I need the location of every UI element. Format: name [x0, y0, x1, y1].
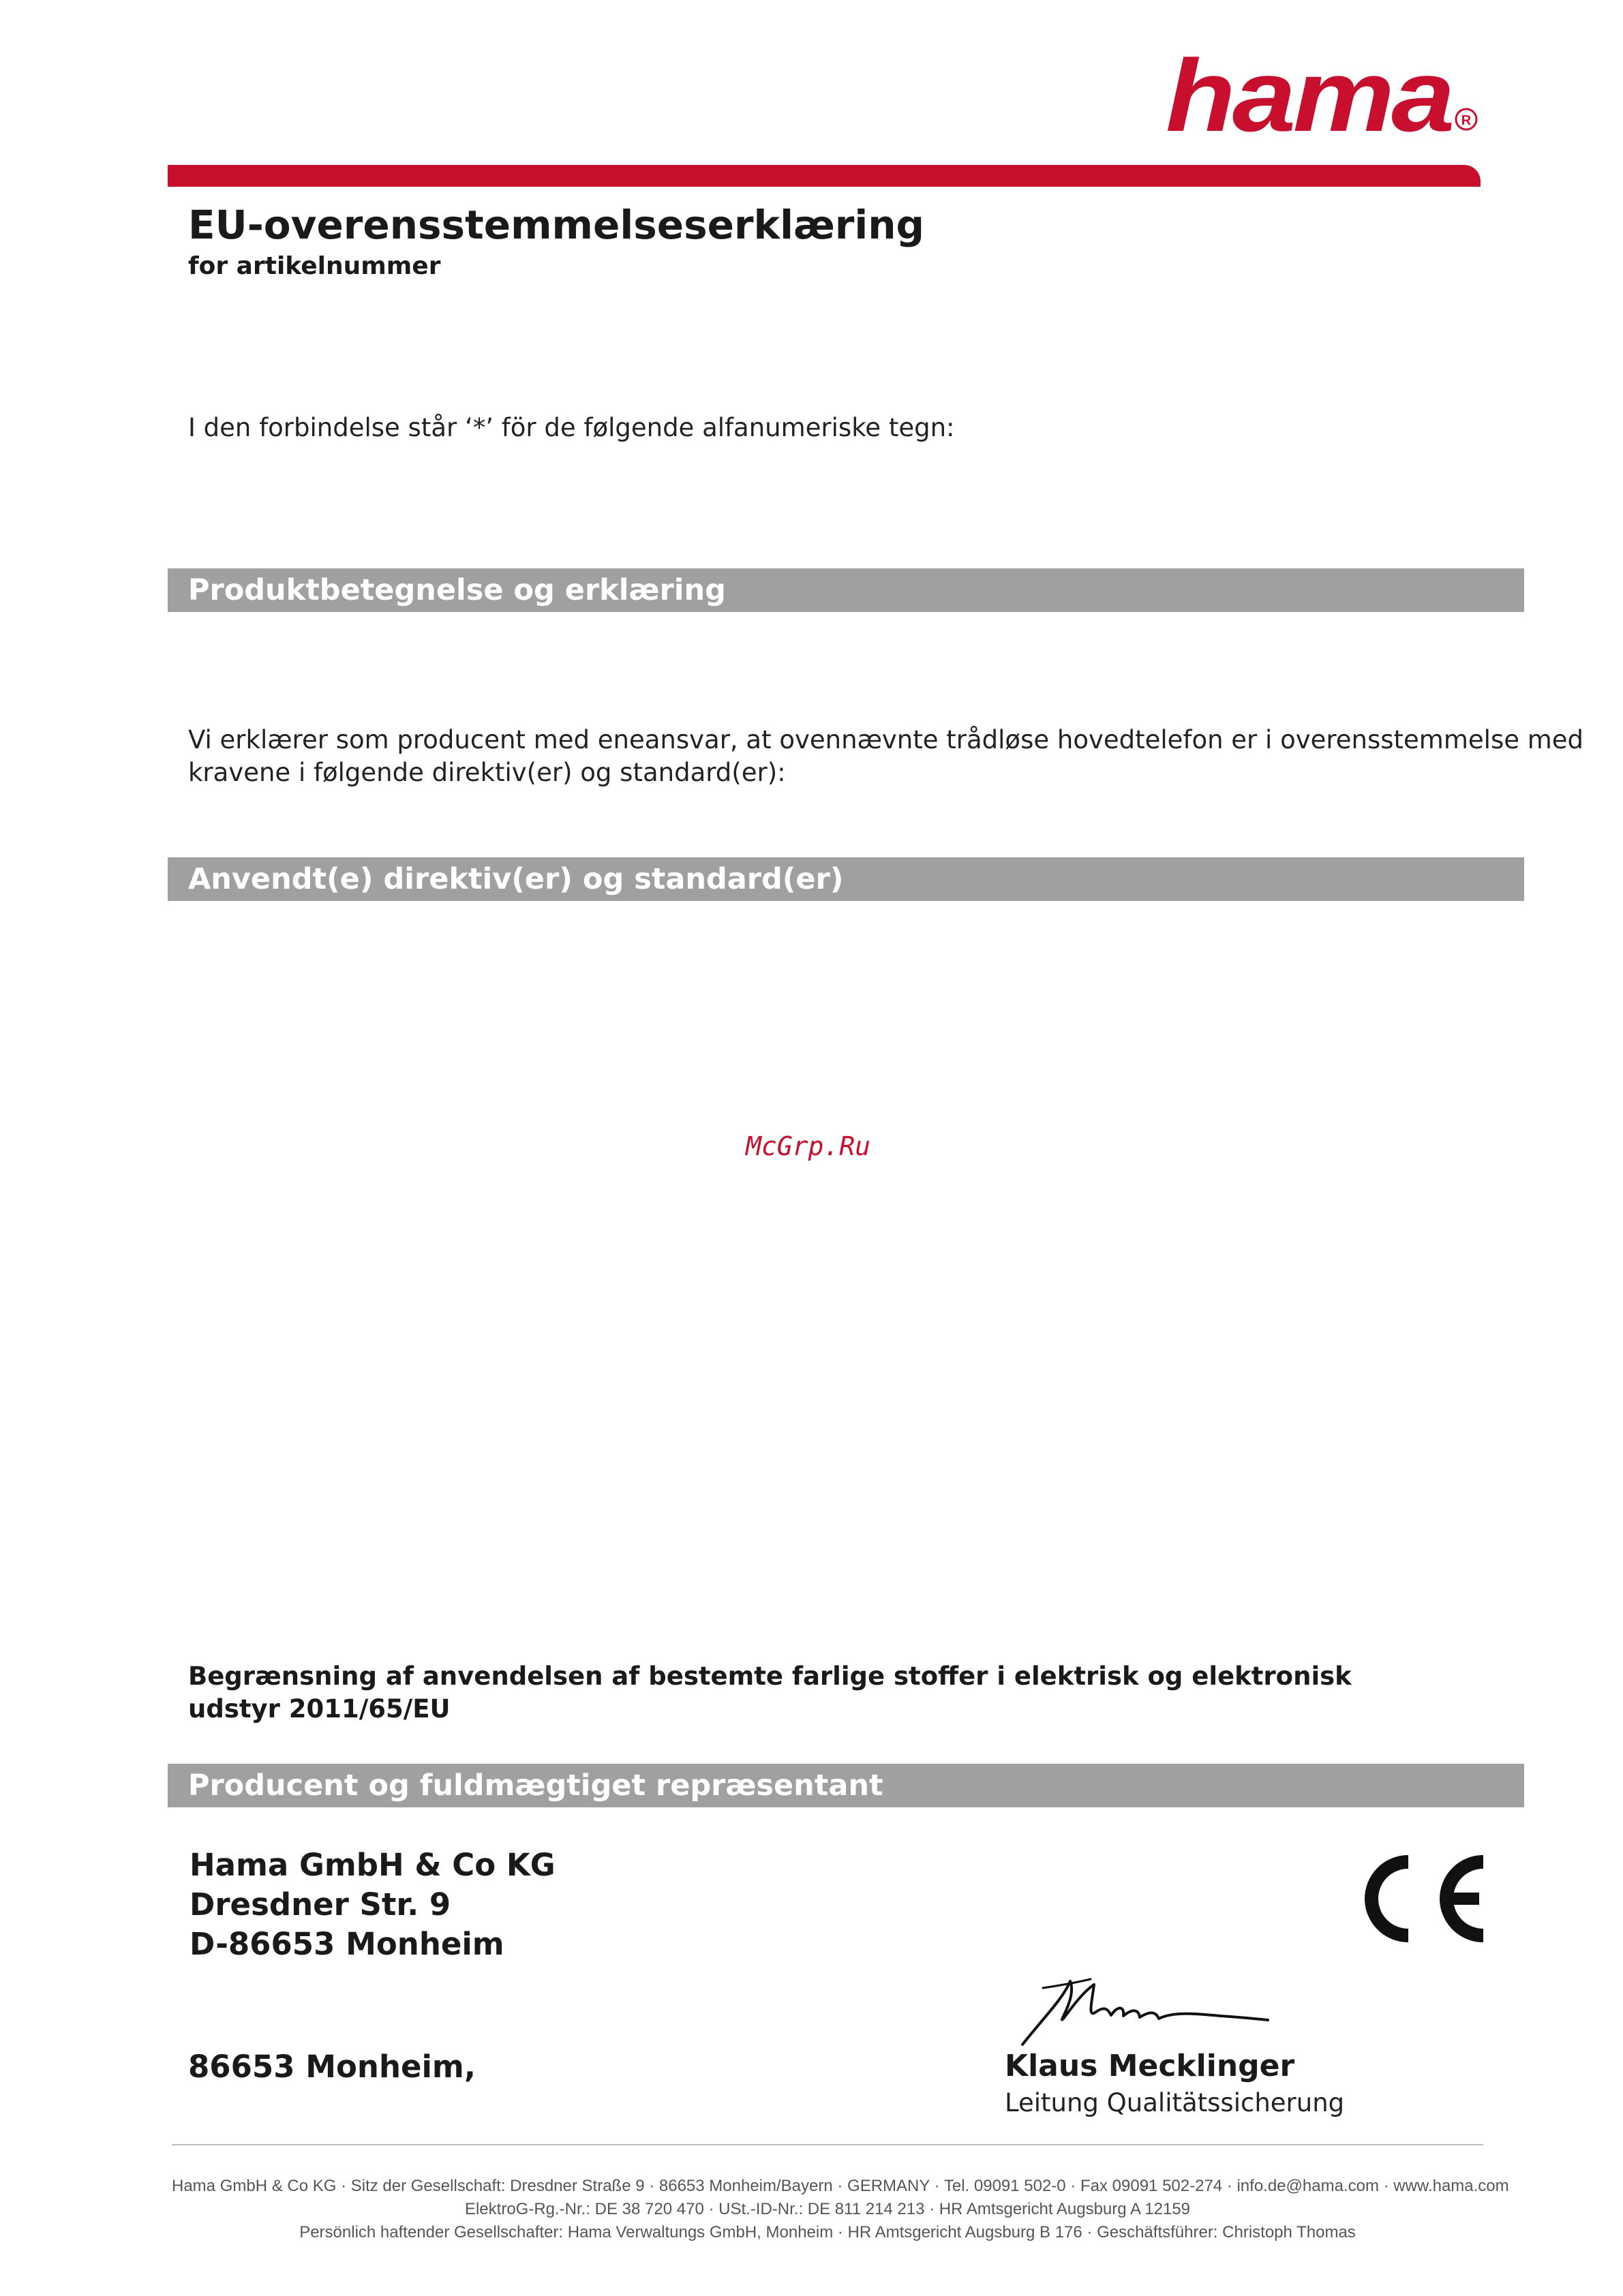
- signer-name: Klaus Mecklinger: [1005, 2049, 1295, 2083]
- registered-mark-icon: [1454, 107, 1478, 132]
- handwritten-signature: [1016, 1971, 1275, 2053]
- svg-text:R: R: [1461, 113, 1472, 128]
- signer-title: Leitung Qualitätssicherung: [1005, 2088, 1345, 2117]
- section-heading-product: Produktbetegnelse og erklæring: [168, 568, 1524, 612]
- declaration-line-1: Vi erklærer som producent med eneansvar, at ovennævnte trådløse hovedtelefon er i overensstemmelse med: [188, 725, 1584, 754]
- intro-text: I den forbindelse står ‘*’ för de følgende alfanumeriske tegn:: [188, 413, 955, 442]
- watermark: McGrp.Ru: [746, 1131, 871, 1161]
- address-city: D-86653 Monheim: [189, 1926, 504, 1962]
- rohs-line-2: udstyr 2011/65/EU: [188, 1694, 451, 1724]
- footer-line-3: Persönlich haftender Gesellschafter: Hama Verwaltungs GmbH, Monheim · HR Amtsgericht Augsburg B 176 · Geschäftsführer: Christoph Thomas: [299, 2223, 1356, 2241]
- page-title: EU-overensstemmelseserklæring: [188, 202, 925, 248]
- footer-divider: [172, 2144, 1483, 2145]
- footer-line-1: Hama GmbH & Co KG · Sitz der Gesellschaft: Dresdner Straße 9 · 86653 Monheim/Bayern · GERMANY · Tel. 09091 502-0 · Fax 09091 502-274 · info.de@hama.com · www.hama.com: [172, 2177, 1509, 2195]
- hama-logo: [1166, 55, 1486, 143]
- rohs-statement: [188, 1660, 1352, 1726]
- footer-line-2: ElektroG-Rg.-Nr.: DE 38 720 470 · USt.-ID-Nr.: DE 811 214 213 · HR Amtsgericht Augsburg A 12159: [464, 2200, 1191, 2218]
- declaration-line-2: kravene i følgende direktiv(er) og standard(er):: [188, 758, 786, 787]
- address-street: Dresdner Str. 9: [189, 1886, 451, 1923]
- page-subtitle: for artikelnummer: [188, 252, 441, 280]
- logo-wordmark: hama: [1166, 55, 1453, 143]
- ce-mark-icon: [1361, 1851, 1490, 1946]
- section-heading-directives: Anvendt(e) direktiv(er) og standard(er): [168, 857, 1524, 901]
- manufacturer-address: [189, 1846, 556, 1964]
- header-red-bar: [168, 165, 1481, 187]
- address-company: Hama GmbH & Co KG: [189, 1847, 556, 1883]
- signing-place: 86653 Monheim,: [188, 2049, 476, 2085]
- section-heading-manufacturer: Producent og fuldmægtiget repræsentant: [168, 1764, 1524, 1807]
- rohs-line-1: Begrænsning af anvendelsen af bestemte farlige stoffer i elektrisk og elektronisk: [188, 1662, 1352, 1691]
